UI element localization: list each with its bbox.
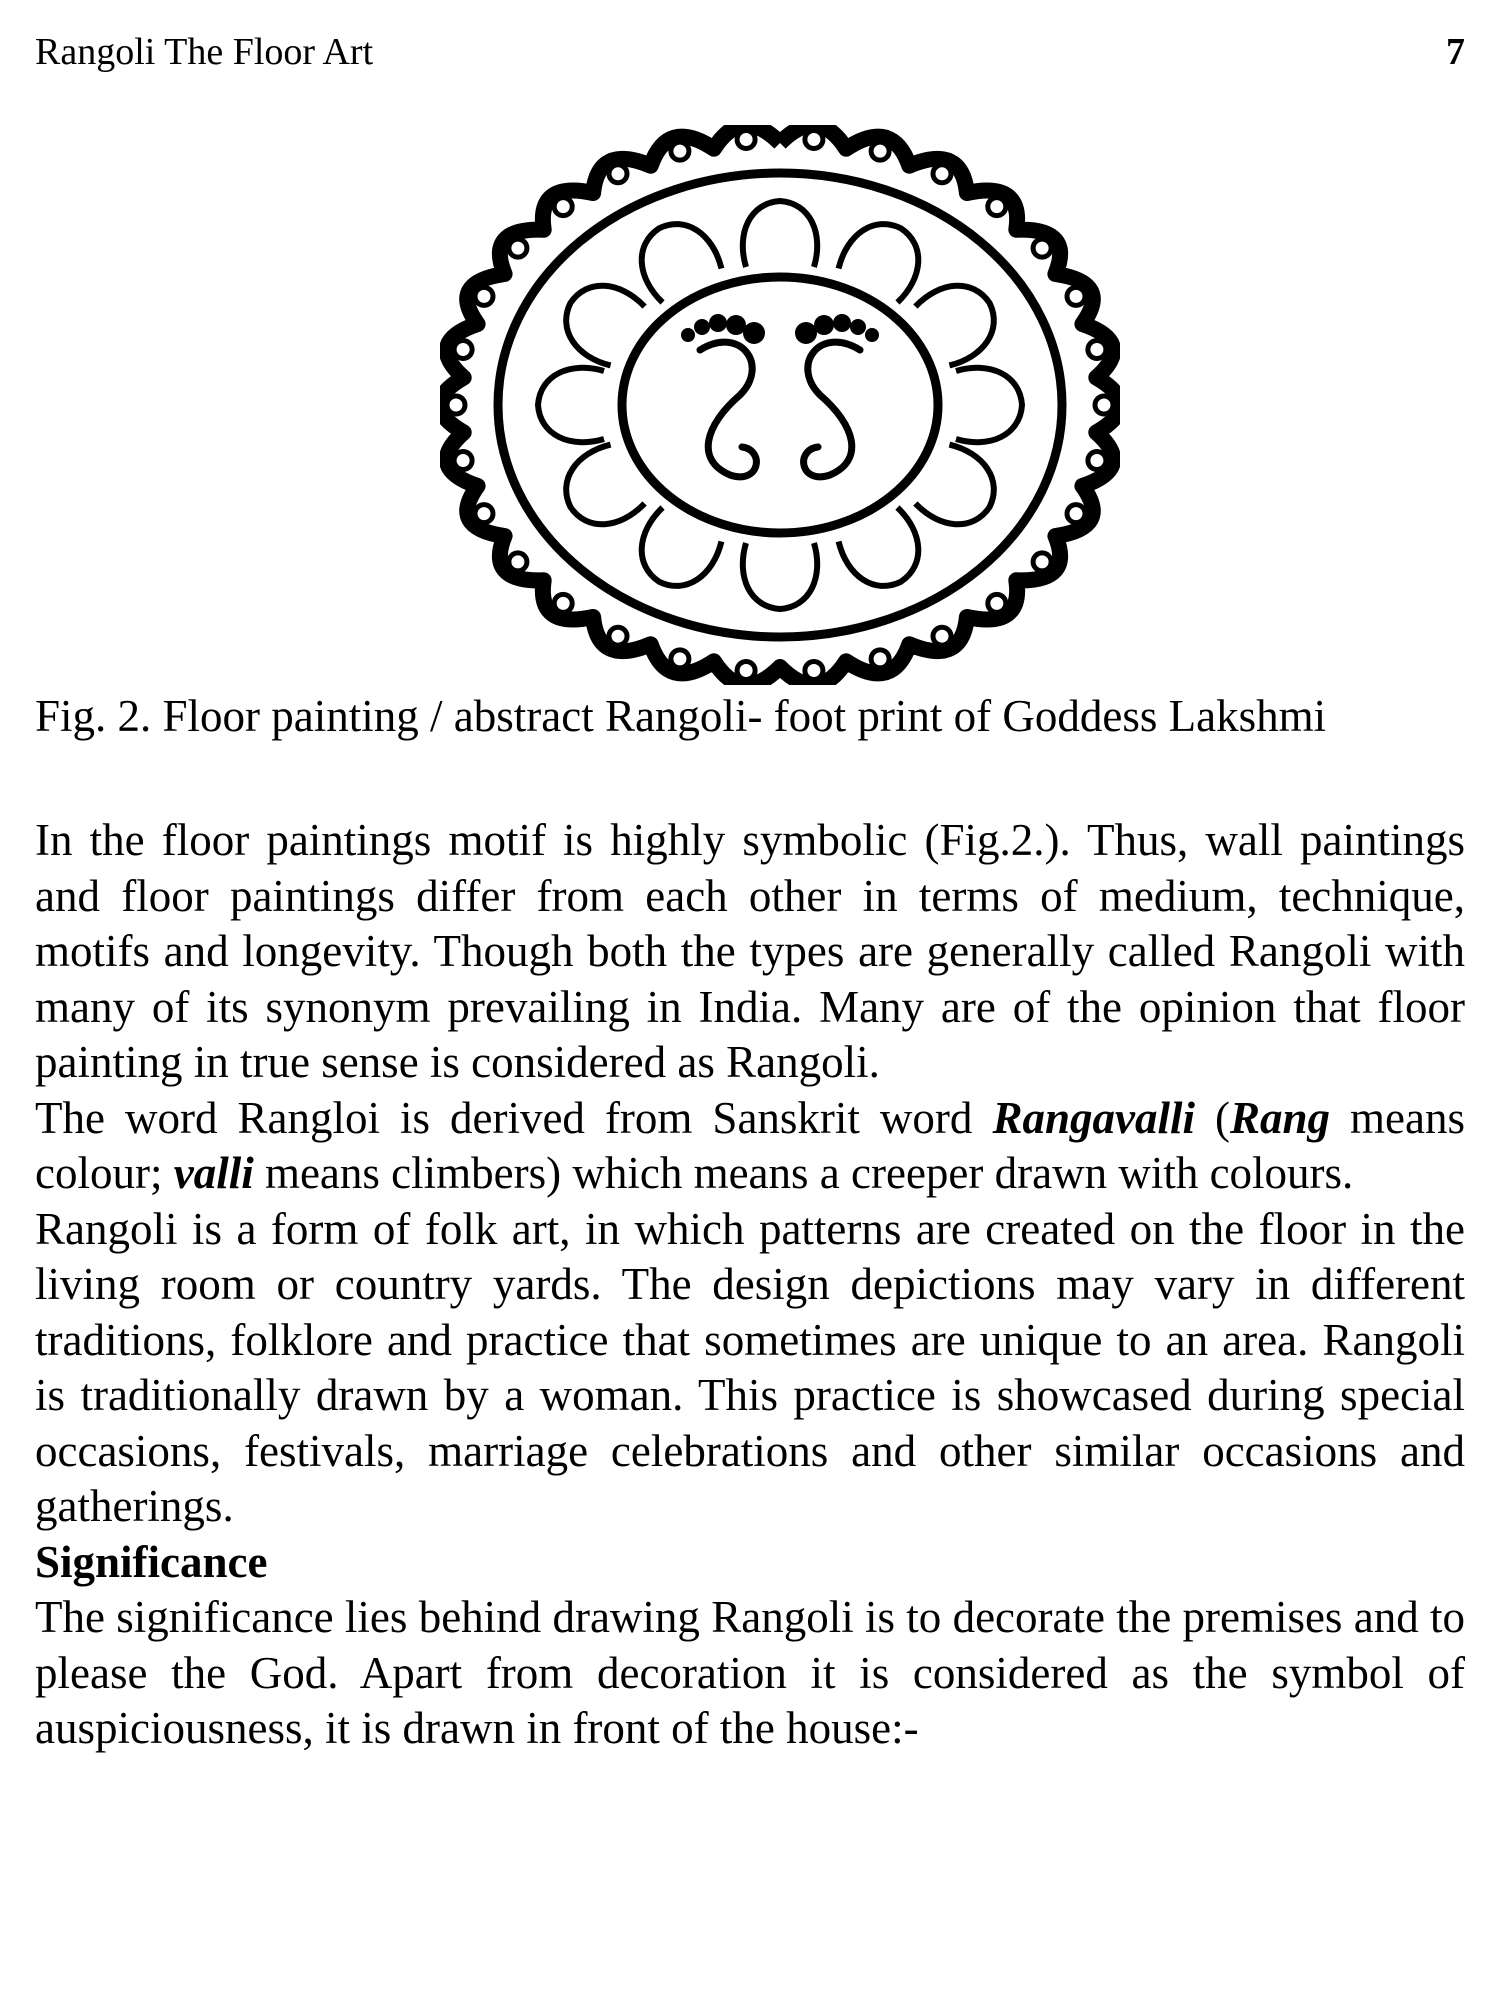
rim-curl	[447, 396, 465, 414]
rim-curl	[1067, 287, 1085, 305]
p2-text-e: means colour;	[35, 1092, 1465, 1198]
rim-curl	[1095, 396, 1113, 414]
paragraph-2	[35, 1091, 1465, 1202]
rim-curl	[871, 650, 889, 668]
toe-dot	[833, 314, 851, 332]
toe-dot	[743, 322, 765, 344]
rim-curl	[671, 142, 689, 160]
rim-curl	[475, 505, 493, 523]
toe-dot	[795, 322, 817, 344]
toe-dot	[726, 315, 746, 335]
toe-dot	[694, 319, 710, 335]
petal	[743, 201, 817, 267]
p2-text-g: means climbers) which means a creeper drawn with colours.	[253, 1148, 1354, 1198]
p2-text-c: (	[1194, 1092, 1230, 1143]
rim-curl	[454, 452, 472, 470]
petal	[956, 368, 1022, 442]
section-heading-significance: Significance	[35, 1536, 268, 1587]
paragraph-4: The significance lies behind drawing Rangoli is to decorate the premises and to please the God. Apart from decoration it is considered as the symbol of auspiciousness, it is drawn in front of the house:-	[35, 1592, 1465, 1753]
rim-curl	[737, 662, 755, 680]
running-title: Rangoli The Floor Art	[35, 31, 374, 73]
toe-dot	[709, 314, 727, 332]
rangoli-footprint-drawing	[440, 125, 1120, 685]
toe-dot	[681, 328, 695, 342]
petal	[743, 543, 817, 609]
body-text	[35, 813, 1465, 1757]
rim-curl	[805, 662, 823, 680]
rim-curl	[1033, 553, 1051, 571]
rim-curl	[988, 594, 1006, 612]
toe-dot	[865, 328, 879, 342]
inner-circle	[622, 277, 938, 533]
rim-curl	[933, 627, 951, 645]
page-number: 7	[1446, 31, 1465, 73]
rangoli-figure	[440, 125, 1120, 685]
rim-curl	[805, 131, 823, 149]
term-rangavalli: Rangavalli	[992, 1092, 1195, 1143]
rim-curl	[871, 142, 889, 160]
page-header	[35, 30, 1465, 80]
petal	[538, 368, 604, 442]
toe-dot	[814, 315, 834, 335]
term-valli: valli	[173, 1148, 254, 1198]
term-rang: Rang	[1229, 1092, 1331, 1143]
rim-curl	[1088, 452, 1106, 470]
rim-curl	[737, 131, 755, 149]
paragraph-3: Rangoli is a form of folk art, in which patterns are created on the floor in the living room or country yards. The design depictions may vary in different traditions, folklore and practice that sometimes are unique to an area. Rangoli is traditionally drawn by a woman. This practice is showcased during special occasions, festivals, marriage celebrations and other similar occasions and gatherings.	[35, 1203, 1465, 1531]
rim-curl	[475, 287, 493, 305]
rim-curl	[1033, 239, 1051, 257]
rim-curl	[609, 165, 627, 183]
rim-curl	[554, 198, 572, 216]
rim-curl	[933, 165, 951, 183]
rim-curl	[609, 627, 627, 645]
paragraph-1: In the floor paintings motif is highly symbolic (Fig.2.). Thus, wall paintings and floor paintings differ from each other in terms of medium, technique, motifs and longevity. Though both the types are generally called Rangoli with many of its synonym prevailing in India. Many are of the opinion that floor painting in true sense is considered as Rangoli.	[35, 815, 1465, 1087]
rim-curl	[988, 198, 1006, 216]
figure-caption: Fig. 2. Floor painting / abstract Rangoli- foot print of Goddess Lakshmi	[35, 691, 1327, 741]
rim-curl	[1088, 341, 1106, 359]
rim-curl	[509, 553, 527, 571]
p2-text-a: The word Rangloi is derived from Sanskrit word	[35, 1092, 993, 1143]
rim-curl	[1067, 505, 1085, 523]
rim-curl	[509, 239, 527, 257]
rim-curl	[454, 341, 472, 359]
rim-curl	[554, 594, 572, 612]
toe-dot	[850, 319, 866, 335]
rim-curl	[671, 650, 689, 668]
